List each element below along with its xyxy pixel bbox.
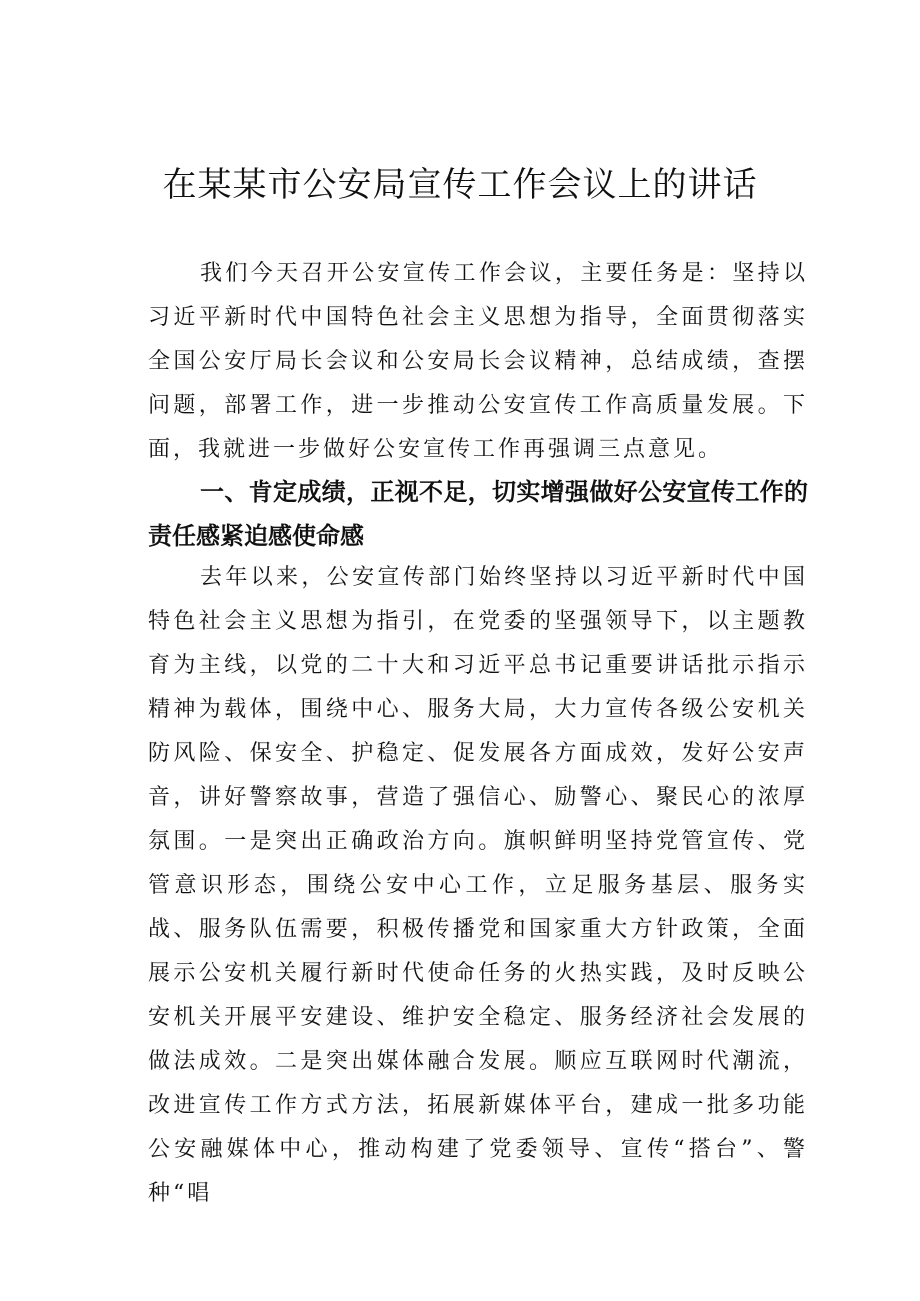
document-title: 在某某市公安局宣传工作会议上的讲话 [162, 165, 758, 205]
section-heading: 一、肯定成绩，正视不足，切实增强做好公安宣传工作的责任感紧迫感使命感 [148, 478, 808, 550]
intro-paragraph: 我们今天召开公安宣传工作会议，主要任务是：坚持以习近平新时代中国特色社会主义思想为指导，全面贯彻落实全国公安厅局长会议和公安局长会议精神，总结成绩，查摆问题，部署工作，进一步推动公安宣传工作高质量发展。下面，我就进一步做好公安宣传工作再强调三点意见。 [148, 261, 808, 462]
section-paragraph: 去年以来，公安宣传部门始终坚持以习近平新时代中国特色社会主义思想为指引，在党委的坚强领导下，以主题教育为主线，以党的二十大和习近平总书记重要讲话批示指示精神为载体，围绕中心、服务大局，大力宣传各级公安机关防风险、保安全、护稳定、促发展各方面成效，发好公安声音，讲好警察故事，营造了强信心、励警心、聚民心的浓厚氛围。一是突出正确政治方向。旗帜鲜明坚持党管宣传、党管意识形态，围绕公安中心工作，立足服务基层、服务实战、服务队伍需要，积极传播党和国家重大方针政策，全面展示公安机关履行新时代使命任务的火热实践，及时反映公安机关开展平安建设、维护安全稳定、服务经济社会发展的做法成效。二是突出媒体融合发展。顺应互联网时代潮流，改进宣传工作方式方法，拓展新媒体平台，建成一批多功能公安融媒体中心，推动构建了党委领导、宣传“搭台”、警种“唱 [148, 565, 808, 1206]
